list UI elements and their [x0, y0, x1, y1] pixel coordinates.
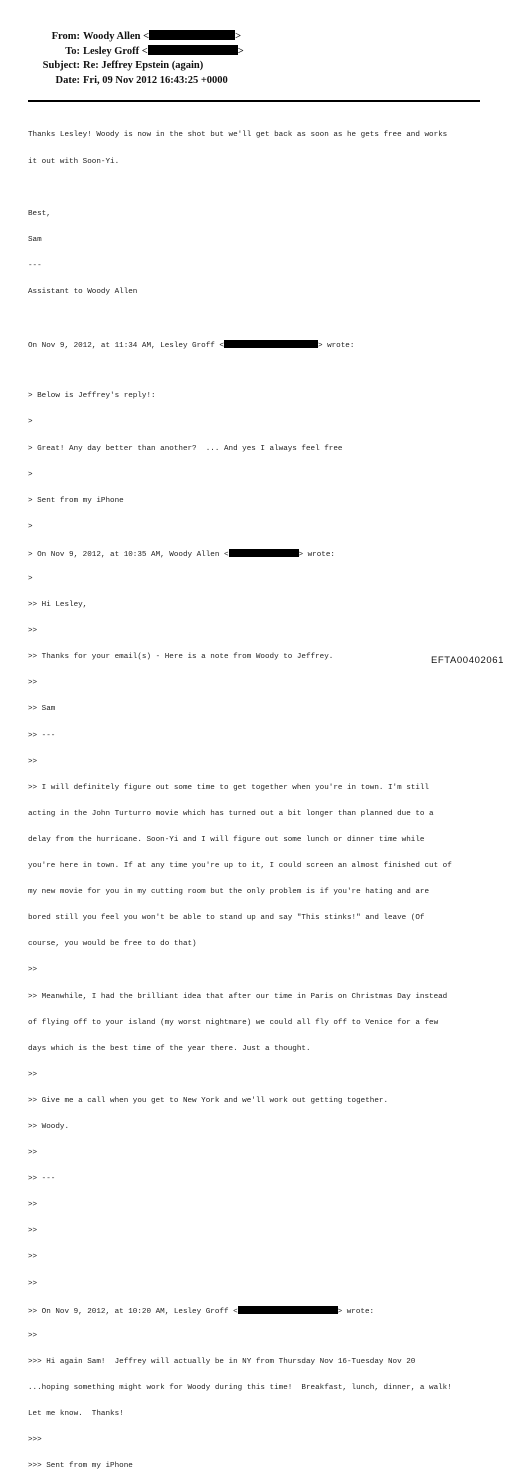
body-line: Thanks Lesley! Woody is now in the shot but we'll get back as soon as he gets free and works — [28, 131, 448, 140]
body-line: >> — [28, 1201, 38, 1210]
body-line: of flying off to your island (my worst nightmare) we could all fly off to Venice for a few — [28, 1018, 439, 1027]
body-line: >> Woody. — [28, 1122, 70, 1131]
body-line: > Great! Any day better than another? ... And yes I always feel free — [28, 444, 343, 453]
body-line: >> — [28, 1279, 38, 1288]
body-line: >> --- — [28, 1175, 56, 1184]
redaction-box — [238, 1306, 338, 1314]
from-label: From: — [51, 31, 80, 42]
body-line: >> On Nov 9, 2012, at 10:20 AM, Lesley Groff < > wrote: — [28, 1307, 375, 1316]
body-line: >> Give me a call when you get to New York and we'll work out getting together. — [28, 1096, 389, 1105]
redaction-box — [148, 45, 238, 55]
body-line: bored still you feel you won't be able to stand up and say "This stinks!" and leave (Of — [28, 914, 425, 923]
header-divider — [28, 100, 480, 102]
body-line: it out with Soon-Yi. — [28, 157, 120, 166]
body-line: >> Sam — [28, 705, 56, 714]
date-row — [0, 74, 512, 89]
body-line: >> Hi Lesley, — [28, 601, 88, 610]
body-line: my new movie for you in my cutting room but the only problem is if you're hating and are — [28, 888, 430, 897]
body-line: > — [28, 470, 33, 479]
email-body — [28, 114, 498, 1480]
body-line: Assistant to Woody Allen — [28, 287, 138, 296]
redaction-box — [224, 340, 318, 348]
body-line: > Sent from my iPhone — [28, 496, 124, 505]
body-line: >> — [28, 1331, 38, 1340]
body-line: >> — [28, 966, 38, 975]
from-row: From: Woody Allen < > — [0, 30, 512, 45]
subject-row — [0, 59, 512, 74]
body-line — [28, 314, 498, 323]
body-line: >> Meanwhile, I had the brilliant idea that after our time in Paris on Christmas Day instead — [28, 992, 448, 1001]
subject-value: Re: Jeffrey Epstein (again) — [83, 60, 204, 71]
body-line: Best, — [28, 209, 51, 218]
redaction-box — [229, 549, 299, 557]
body-line: >>> — [28, 1436, 42, 1445]
body-line — [28, 184, 498, 193]
subject-label: Subject: — [42, 60, 80, 71]
redaction-box — [149, 30, 235, 40]
body-line: >> I will definitely figure out some time to get together when you're in town. I'm still — [28, 783, 430, 792]
body-line: >> --- — [28, 731, 56, 740]
to-value: Lesley Groff — [83, 45, 140, 57]
body-line: > — [28, 575, 33, 583]
body-line: Sam — [28, 235, 42, 244]
body-line: > — [28, 418, 33, 427]
to-label: To: — [65, 45, 80, 57]
body-line — [28, 366, 498, 375]
body-line: > Below is Jeffrey's reply!: — [28, 392, 156, 401]
body-line: >> — [28, 1149, 38, 1158]
body-line: acting in the John Turturro movie which has turned out a bit longer than planned due to a — [28, 809, 434, 818]
body-line: course, you would be free to do that) — [28, 940, 197, 949]
body-line: >> — [28, 757, 38, 766]
date-value: Fri, 09 Nov 2012 16:43:25 +0000 — [83, 74, 228, 86]
body-line: On Nov 9, 2012, at 11:34 AM, Lesley Groff < > wrote: — [28, 342, 355, 351]
body-line: >> — [28, 679, 38, 688]
body-line: Let me know. Thanks! — [28, 1410, 124, 1418]
body-line: days which is the best time of the year there. Just a thought. — [28, 1044, 311, 1053]
body-line: >> — [28, 1227, 38, 1236]
body-line: > — [28, 522, 33, 531]
email-header — [0, 30, 512, 88]
to-row: To: Lesley Groff < > — [0, 45, 512, 60]
date-label: Date: — [55, 74, 80, 86]
body-line: >>> Sent from my iPhone — [28, 1462, 133, 1471]
body-line: > On Nov 9, 2012, at 10:35 AM, Woody Allen < > wrote: — [28, 550, 335, 559]
body-line: ...hoping something might work for Woody during this time! Breakfast, lunch, dinner, a walk! — [28, 1383, 452, 1392]
body-line: you're here in town. If at any time you're up to it, I could screen an almost finished cut of — [28, 862, 452, 871]
body-line: >> — [28, 1253, 38, 1262]
body-line: >> — [28, 1070, 38, 1079]
body-line: delay from the hurricane. Soon-Yi and I will figure out some lunch or dinner time while — [28, 835, 425, 844]
document-id: EFTA00402061 — [430, 655, 504, 666]
from-value: Woody Allen — [83, 31, 141, 42]
body-line: >>> Hi again Sam! Jeffrey will actually be in NY from Thursday Nov 16-Tuesday Nov 20 — [28, 1357, 416, 1366]
body-line: >> — [28, 627, 38, 636]
body-line: >> Thanks for your email(s) - Here is a note from Woody to Jeffrey. — [28, 653, 334, 662]
body-line: --- — [28, 261, 42, 270]
